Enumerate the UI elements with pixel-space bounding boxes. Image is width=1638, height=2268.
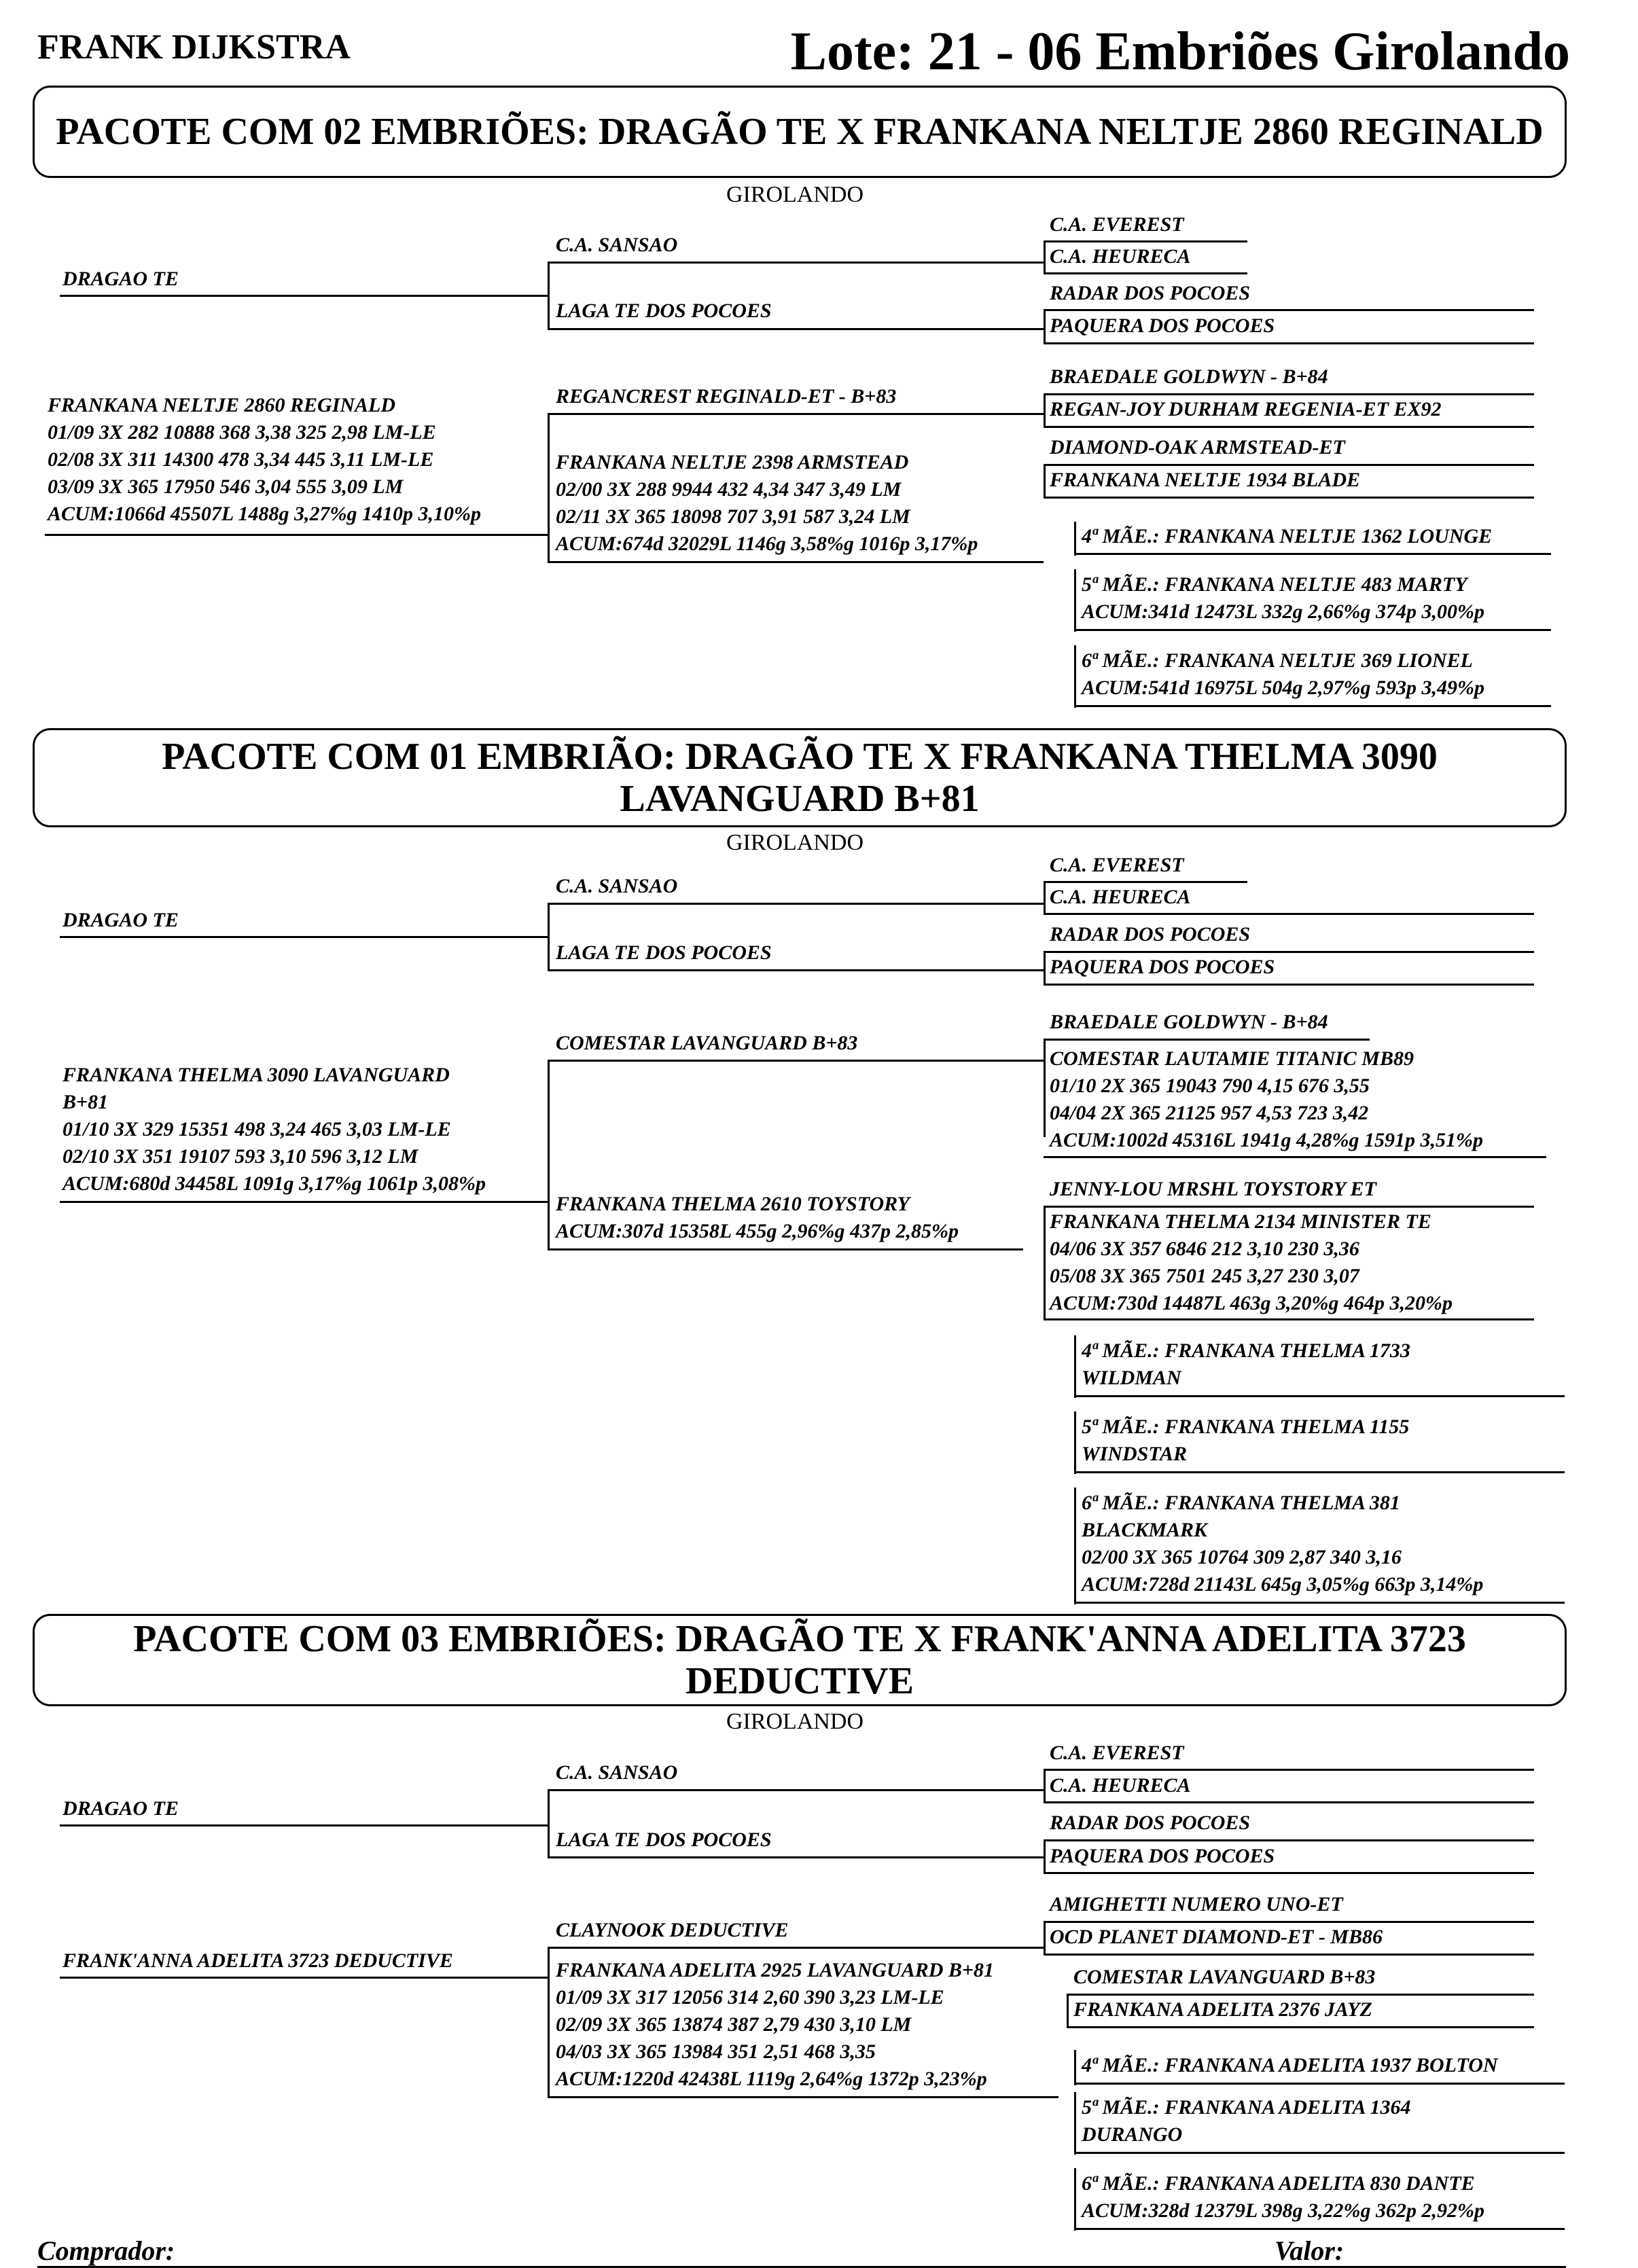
- dam-dam-line: ACUM:1220d 42438L 1119g 2,64%g 1372p 3,23%p: [556, 2068, 987, 2090]
- lot-title: Lote: 21 - 06 Embriões Girolando: [790, 22, 1570, 82]
- dam-sire: COMESTAR LAVANGUARD B+83: [556, 1032, 858, 1054]
- dam-sire-sire: AMIGHETTI NUMERO UNO-ET: [1050, 1893, 1343, 1915]
- sire-name: DRAGAO TE: [63, 268, 179, 290]
- mother-6: 6ª MÃE.: FRANKANA THELMA 381: [1082, 1492, 1400, 1514]
- dam-line: 01/10 3X 329 15351 498 3,24 465 3,03 LM-LE: [63, 1118, 451, 1140]
- breed-label: GIROLANDO: [726, 830, 864, 855]
- dam-dam-dam: FRANKANA ADELITA 2376 JAYZ: [1073, 1998, 1372, 2021]
- dam-sire-dam-line: 04/04 2X 365 21125 957 4,53 723 3,42: [1050, 1102, 1369, 1124]
- dam-line: ACUM:680d 34458L 1091g 3,17%g 1061p 3,08%p: [63, 1172, 486, 1195]
- dam-dam-dam-line: ACUM:730d 14487L 463g 3,20%g 464p 3,20%p: [1050, 1292, 1453, 1314]
- mother-5-line: WINDSTAR: [1082, 1443, 1188, 1465]
- granddam-dam: PAQUERA DOS POCOES: [1050, 1845, 1275, 1867]
- breed-label: GIROLANDO: [726, 182, 864, 207]
- dam-line: FRANKANA NELTJE 2860 REGINALD: [48, 394, 396, 416]
- dam-dam-line: ACUM:674d 32029L 1146g 3,58%g 1016p 3,17%p: [556, 533, 978, 555]
- granddam-dam: PAQUERA DOS POCOES: [1050, 956, 1275, 978]
- dam-line: FRANKANA THELMA 3090 LAVANGUARD: [63, 1064, 450, 1086]
- dam-sire-dam-line: ACUM:1002d 45316L 1941g 4,28%g 1591p 3,51%p: [1050, 1129, 1484, 1151]
- dam-dam-line: FRANKANA THELMA 2610 TOYSTORY: [556, 1193, 910, 1215]
- grandsire-sire: C.A. EVEREST: [1050, 1742, 1184, 1764]
- dam-dam-line: FRANKANA NELTJE 2398 ARMSTEAD: [556, 451, 909, 473]
- package-title: PACOTE COM 01 EMBRIÃO: DRAGÃO TE X FRANKANA THELMA 3090 LAVANGUARD B+81: [33, 728, 1567, 827]
- mother-4: 4ª MÃE.: FRANKANA ADELITA 1937 BOLTON: [1082, 2054, 1498, 2076]
- dam-dam-sire: JENNY-LOU MRSHL TOYSTORY ET: [1050, 1178, 1376, 1200]
- dam-dam-dam-line: 05/08 3X 365 7501 245 3,27 230 3,07: [1050, 1265, 1359, 1287]
- granddam-sire: RADAR DOS POCOES: [1050, 923, 1251, 946]
- mother-6-line: 02/00 3X 365 10764 309 2,87 340 3,16: [1082, 1546, 1402, 1568]
- dam-line: ACUM:1066d 45507L 1488g 3,27%g 1410p 3,10%p: [48, 503, 482, 525]
- granddam-sire: RADAR DOS POCOES: [1050, 282, 1251, 304]
- sire-dam: LAGA TE DOS POCOES: [556, 941, 772, 964]
- dam-sire-sire: BRAEDALE GOLDWYN - B+84: [1050, 1011, 1328, 1033]
- sire-sire: C.A. SANSAO: [556, 234, 678, 256]
- dam-sire-dam-line: 01/10 2X 365 19043 790 4,15 676 3,55: [1050, 1075, 1370, 1097]
- sire-name: DRAGAO TE: [63, 1797, 179, 1820]
- dam-line: 02/08 3X 311 14300 478 3,34 445 3,11 LM-LE: [48, 448, 434, 471]
- sire-dam: LAGA TE DOS POCOES: [556, 300, 772, 322]
- buyer-label: Comprador:: [37, 2235, 175, 2266]
- sire-sire: C.A. SANSAO: [556, 875, 678, 897]
- dam-dam-line: FRANKANA ADELITA 2925 LAVANGUARD B+81: [556, 1959, 995, 1981]
- mother-4: 4ª MÃE.: FRANKANA THELMA 1733: [1082, 1339, 1410, 1362]
- mother-5-record: ACUM:341d 12473L 332g 2,66%g 374p 3,00%p: [1082, 600, 1485, 623]
- dam-sire-sire: BRAEDALE GOLDWYN - B+84: [1050, 365, 1328, 388]
- mother-5: 5ª MÃE.: FRANKANA THELMA 1155: [1082, 1416, 1410, 1438]
- mother-5: 5ª MÃE.: FRANKANA ADELITA 1364: [1082, 2096, 1411, 2119]
- owner-name: FRANK DIJKSTRA: [37, 28, 351, 67]
- dam-sire-dam: OCD PLANET DIAMOND-ET - MB86: [1050, 1926, 1383, 1948]
- grandsire-dam: C.A. HEURECA: [1050, 886, 1191, 908]
- breed-label: GIROLANDO: [726, 1709, 864, 1734]
- dam-dam-dam-line: 04/06 3X 357 6846 212 3,10 230 3,36: [1050, 1238, 1359, 1260]
- sire-dam: LAGA TE DOS POCOES: [556, 1829, 772, 1851]
- dam-sire-dam-line: COMESTAR LAUTAMIE TITANIC MB89: [1050, 1047, 1414, 1070]
- granddam-sire: RADAR DOS POCOES: [1050, 1812, 1251, 1834]
- mother-6: 6ª MÃE.: FRANKANA ADELITA 830 DANTE: [1082, 2172, 1475, 2195]
- grandsire-dam: C.A. HEURECA: [1050, 1774, 1191, 1797]
- dam-dam-line: 02/00 3X 288 9944 432 4,34 347 3,49 LM: [556, 478, 902, 501]
- sire-name: DRAGAO TE: [63, 909, 179, 931]
- mother-6-line: ACUM:728d 21143L 645g 3,05%g 663p 3,14%p: [1082, 1573, 1484, 1596]
- dam-dam-line: 01/09 3X 317 12056 314 2,60 390 3,23 LM-LE: [556, 1986, 944, 2009]
- dam-line: 02/10 3X 351 19107 593 3,10 596 3,12 LM: [63, 1145, 419, 1168]
- package-title: PACOTE COM 03 EMBRIÕES: DRAGÃO TE X FRANK'ANNA ADELITA 3723 DEDUCTIVE: [33, 1614, 1567, 1706]
- mother-4-line: WILDMAN: [1082, 1367, 1181, 1389]
- dam-dam-line: 02/09 3X 365 13874 387 2,79 430 3,10 LM: [556, 2013, 912, 2036]
- dam-sire: CLAYNOOK DEDUCTIVE: [556, 1919, 789, 1941]
- dam-dam-line: ACUM:307d 15358L 455g 2,96%g 437p 2,85%p: [556, 1220, 959, 1242]
- mother-5: 5ª MÃE.: FRANKANA NELTJE 483 MARTY: [1082, 573, 1467, 596]
- mother-6-record: ACUM:328d 12379L 398g 3,22%g 362p 2,92%p: [1082, 2199, 1485, 2222]
- dam-sire: REGANCREST REGINALD-ET - B+83: [556, 385, 897, 408]
- dam-dam-sire: DIAMOND-OAK ARMSTEAD-ET: [1050, 436, 1345, 458]
- dam-line: 03/09 3X 365 17950 546 3,04 555 3,09 LM: [48, 475, 404, 498]
- dam-sire-dam: REGAN-JOY DURHAM REGENIA-ET EX92: [1050, 398, 1442, 420]
- mother-6-line: BLACKMARK: [1082, 1519, 1208, 1541]
- dam-dam-line: 04/03 3X 365 13984 351 2,51 468 3,35: [556, 2040, 876, 2063]
- dam-dam-sire: COMESTAR LAVANGUARD B+83: [1073, 1966, 1376, 1988]
- mother-5-line: DURANGO: [1082, 2123, 1183, 2146]
- package-title: PACOTE COM 02 EMBRIÕES: DRAGÃO TE X FRANKANA NELTJE 2860 REGINALD: [33, 86, 1567, 178]
- sire-sire: C.A. SANSAO: [556, 1761, 678, 1784]
- mother-6: 6ª MÃE.: FRANKANA NELTJE 369 LIONEL: [1082, 649, 1473, 672]
- dam-line: B+81: [63, 1091, 109, 1113]
- value-label: Valor:: [1275, 2235, 1345, 2266]
- grandsire-sire: C.A. EVEREST: [1050, 854, 1184, 876]
- dam-dam-dam-line: FRANKANA THELMA 2134 MINISTER TE: [1050, 1210, 1431, 1233]
- granddam-dam: PAQUERA DOS POCOES: [1050, 314, 1275, 337]
- dam-line: 01/09 3X 282 10888 368 3,38 325 2,98 LM-LE: [48, 421, 436, 444]
- dam-dam-dam: FRANKANA NELTJE 1934 BLADE: [1050, 469, 1361, 491]
- mother-6-record: ACUM:541d 16975L 504g 2,97%g 593p 3,49%p: [1082, 677, 1485, 699]
- mother-4: 4ª MÃE.: FRANKANA NELTJE 1362 LOUNGE: [1082, 525, 1493, 547]
- dam-name: FRANK'ANNA ADELITA 3723 DEDUCTIVE: [63, 1949, 453, 1972]
- grandsire-dam: C.A. HEURECA: [1050, 245, 1191, 268]
- dam-dam-line: 02/11 3X 365 18098 707 3,91 587 3,24 LM: [556, 505, 910, 528]
- grandsire-sire: C.A. EVEREST: [1050, 213, 1184, 236]
